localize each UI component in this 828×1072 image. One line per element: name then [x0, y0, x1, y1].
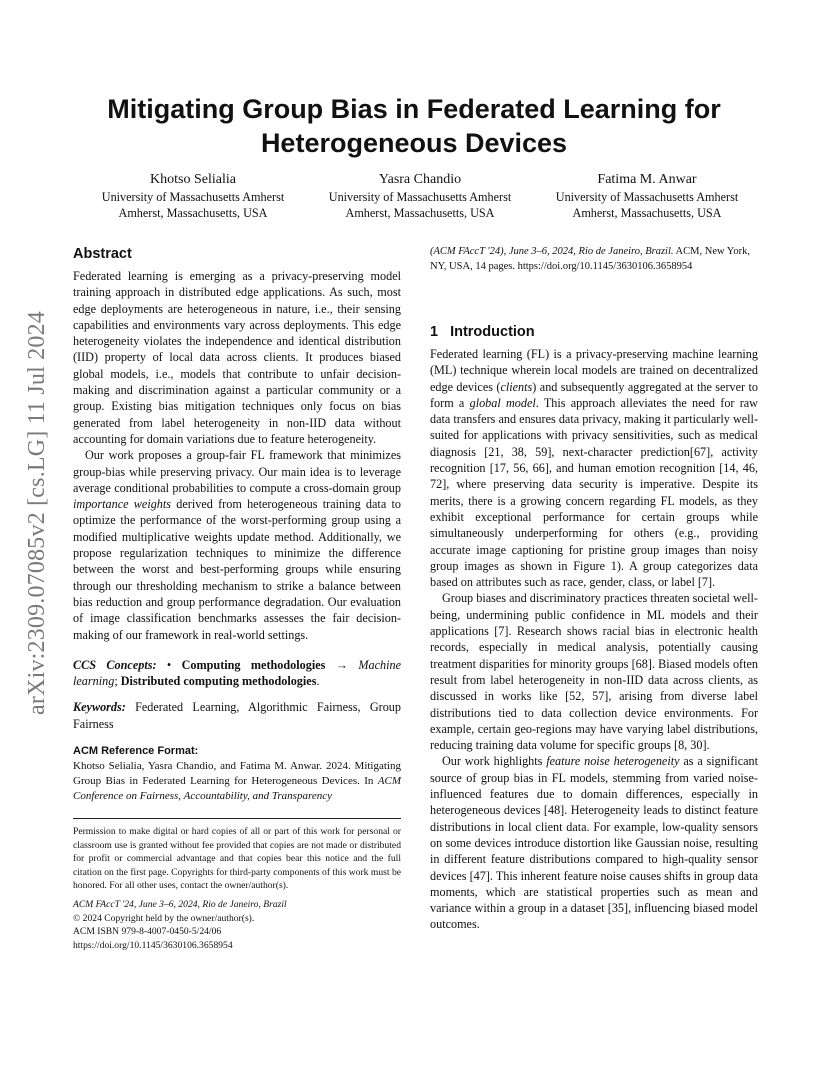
author-name: Yasra Chandio: [378, 172, 462, 187]
conference-venue: ACM FAccT '24, June 3–6, 2024, Rio de Janeiro, Brazil: [73, 898, 287, 910]
arxiv-identifier: arXiv:2309.07085v2 [cs.LG] 11 Jul 2024: [24, 311, 50, 715]
doi-line: https://doi.org/10.1145/3630106.3658954: [73, 939, 233, 951]
abstract-paragraph-1: Federated learning is emerging as a privacy-preserving model training approach in distributed edge applications. As such, most edge deployments are heterogeneous in nature, i.e., their sensing capabilities and environments vary across deployments. This edge heterogeneity violates the independence and identical distribution (IID) property of local data across clients. It produces biased global models, i.e., models that contribute to unfair decision-making and discrimination against a particular community or a group. Existing bias mitigation techniques only focus on bias generated from label heterogeneity in non-IID data without accounting for domain variations due to feature heterogeneity.: [73, 269, 401, 446]
title-line-2: Heterogeneous Devices: [260, 128, 568, 158]
intro-paragraph-1: Federated learning (FL) is a privacy-preserving machine learning (ML) technique wherein local models are trained on decentralized edge devices (clients) and subsequently aggregated at the server to form a global model. This approach alleviates the need for raw data transfers and ensures data privacy, making it particularly well-suited for applications with privacy sensitivities, such as medical diagnosis [21, 38, 59], next-character prediction[67], activity recognition [17, 56, 66], and human emotion recognition [14, 46, 72], where preserving data security is imperative. Despite its merits, there is a growing concern regarding FL models, as they exhibit exceptional performance for certain groups while simultaneously underperforming for others (e.g., providing accurate image captioning for pristine group images than noisy group images as shown in Figure 1). A group categorizes data based on attributes such as race, gender, class, or label [7].: [430, 347, 758, 590]
author-name: Fatima M. Anwar: [597, 172, 697, 187]
abstract-paragraph-2: Our work proposes a group-fair FL framework that minimizes group-bias while preserving privacy. Our main idea is to leverage average conditional probabilities to compute a cross-domain group importance weights derived from heterogeneous training data to optimize the performance of the worst-performing group using a modified multiplicative weights update method. Additionally, we propose regularization techniques to minimize the difference between the worst and best-performing groups while ensuring through our thresholding mechanism to strike a balance between bias reduction and group performance degradation. Our evaluation of image classification benchmarks assesses the fair decision-making of our framework in real-world settings.: [73, 448, 401, 642]
reference-format-heading: ACM Reference Format:: [73, 745, 199, 758]
author-1: [80, 170, 306, 221]
reference-format-text: Khotso Selialia, Yasra Chandio, and Fatima M. Anwar. 2024. Mitigating Group Bias in Federated Learning for Heterogeneous Devices. In ACM Conference on Fairness, Accountability, and Transparency: [73, 760, 401, 803]
introduction-heading: 1 Introduction: [430, 324, 535, 340]
author-affiliation: University of Massachusetts Amherst: [555, 190, 739, 204]
permission-text: Permission to make digital or hard copies of all or part of this work for personal or classroom use is granted without fee provided that copies are not made or distributed for profit or commercial advantage and that copies bear this notice and the full citation on the first page. Copyrights for third-party components of this work must be honored. For all other uses, contact the owner/author(s).: [73, 826, 401, 892]
right-column: [430, 244, 758, 933]
left-column: [73, 244, 401, 952]
author-location: Amherst, Massachusetts, USA: [572, 206, 722, 220]
keywords: Keywords: Federated Learning, Algorithmic Fairness, Group Fairness: [73, 700, 401, 731]
author-affiliation: University of Massachusetts Amherst: [101, 190, 285, 204]
reference-format-continuation: (ACM FAccT '24), June 3–6, 2024, Rio de Janeiro, Brazil. ACM, New York, NY, USA, 14 pages. https://doi.org/10.1145/3630106.3658954: [430, 246, 750, 272]
author-3: [534, 170, 760, 221]
author-location: Amherst, Massachusetts, USA: [118, 206, 268, 220]
author-name: Khotso Selialia: [150, 172, 236, 187]
author-2: [307, 170, 533, 221]
copyright-line: © 2024 Copyright held by the owner/author(s).: [73, 912, 255, 924]
ccs-concepts: CCS Concepts: • Computing methodologies → Machine learning; Distributed computing methodologies.: [73, 657, 401, 689]
permission-notice: [73, 818, 401, 952]
author-location: Amherst, Massachusetts, USA: [345, 206, 495, 220]
abstract-heading: Abstract: [73, 246, 132, 262]
isbn-line: ACM ISBN 979-8-4007-0450-5/24/06: [73, 926, 222, 938]
intro-paragraph-3: Our work highlights feature noise heterogeneity as a significant source of group bias in FL models, stemming from varied noise-influenced features due to domain differences, especially in heterogeneous devices [48]. Heterogeneity leads to distinct feature distributions in local client data. For example, low-quality sensors on some devices introduce distortion like Gaussian noise, resulting in different feature distributions compared to high-quality sensor devices [47]. This inherent feature noise causes shifts in group data moments, which are statistical properties such as mean and variance within a group in a dataset [35], influencing biased model outcomes.: [430, 754, 758, 932]
paper-title: [60, 92, 768, 160]
author-block: [80, 170, 760, 221]
author-affiliation: University of Massachusetts Amherst: [328, 190, 512, 204]
title-line-1: Mitigating Group Bias in Federated Learning for: [107, 94, 721, 124]
intro-paragraph-2: Group biases and discriminatory practices threaten societal well-being, undermining public confidence in ML models and their applications [7]. Research shows racial bias in electronic health records, especially in medical analysis, potentially causing treatment disparities for minority groups [68]. Biased models often result from label heterogeneity in non-IID data across clients, as discussed in works like [52, 57], arising from diverse label distributions tied to data collection device environments. For example, certain geo-regions may have varying label distributions, reducing training data volume for specific groups [8, 30].: [430, 591, 758, 753]
